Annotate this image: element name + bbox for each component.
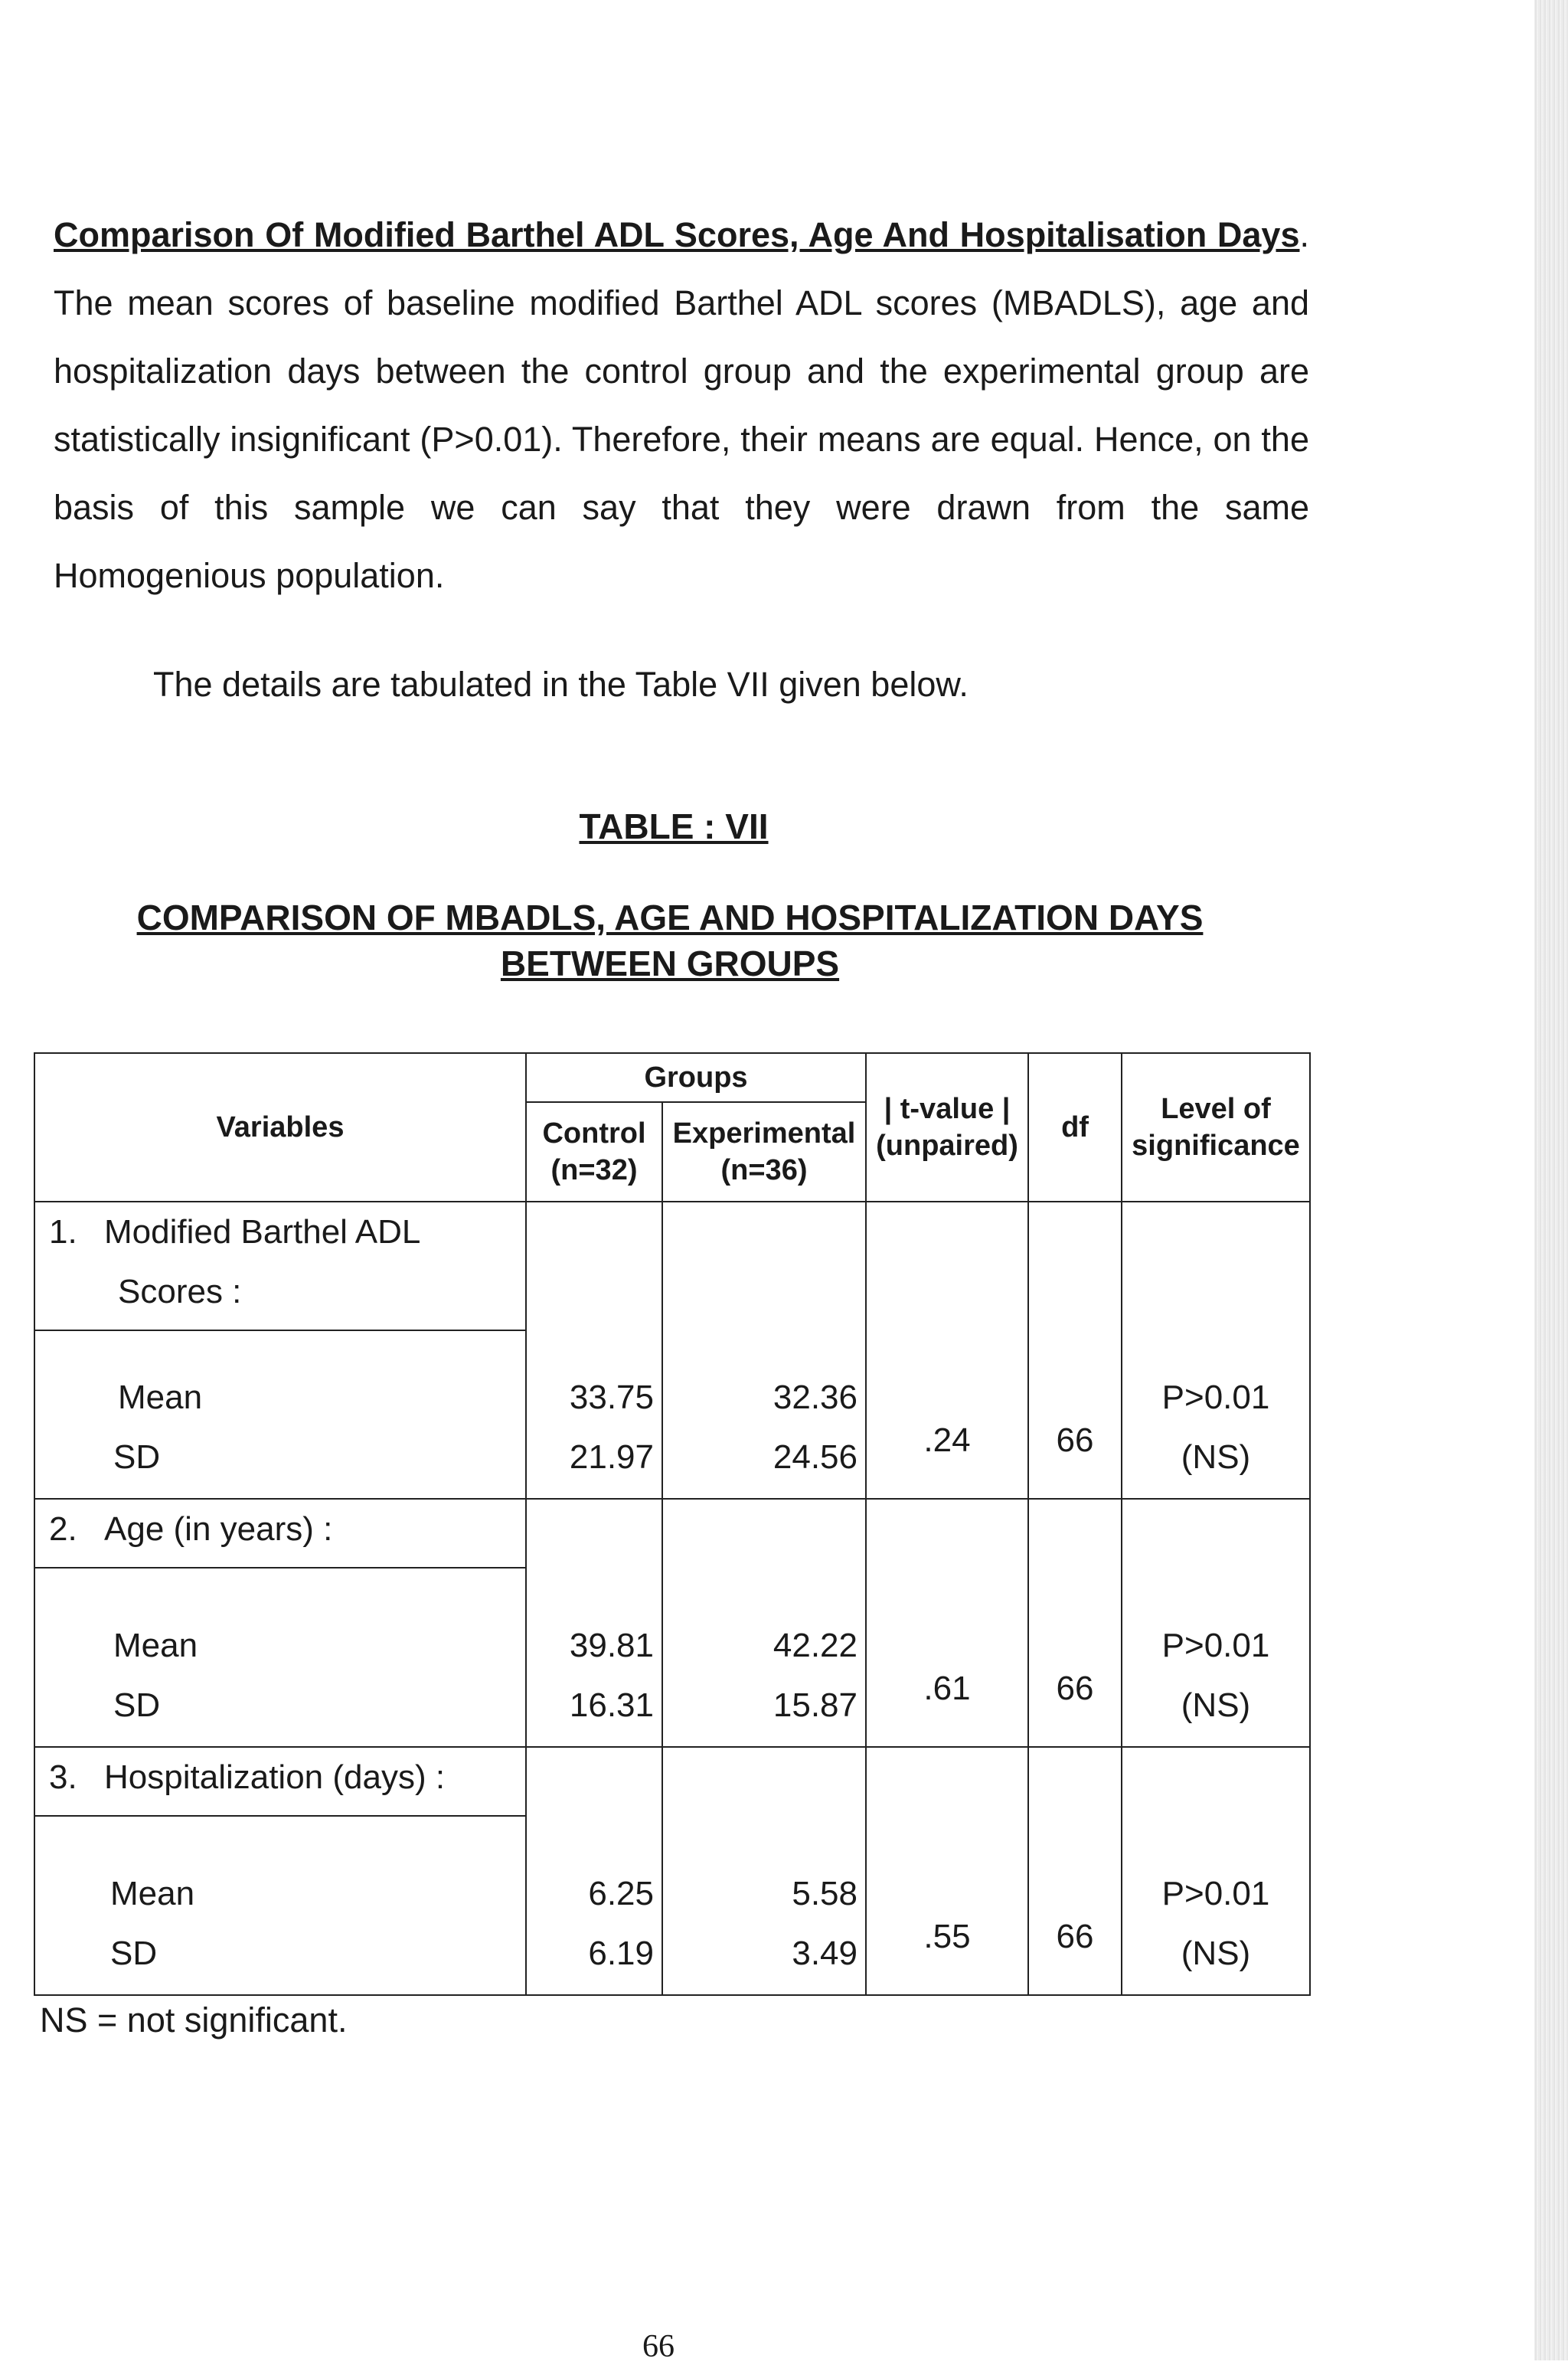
variable-3-sd-label: SD (110, 1935, 158, 1972)
experimental-3-mean: 5.58 (792, 1875, 858, 1912)
control-2-cell (526, 1499, 662, 1747)
experimental-2-mean: 42.22 (773, 1627, 858, 1664)
variable-3-stats-cell (34, 1816, 526, 1995)
header-row-1 (34, 1053, 1310, 1102)
variable-1-number: 1. (49, 1213, 77, 1251)
variable-2-sd-label: SD (113, 1686, 161, 1724)
experimental-2-sd: 15.87 (773, 1686, 858, 1724)
level-3-sub: (NS) (1181, 1935, 1251, 1972)
variable-1-title-line2: Scores : (118, 1273, 242, 1310)
header-experimental-label: Experimental (672, 1117, 856, 1150)
control-1-sd: 21.97 (569, 1438, 654, 1476)
df-1: 66 (1028, 1202, 1122, 1499)
page-number: 66 (642, 2329, 675, 2364)
variable-1-stats-cell (34, 1330, 526, 1499)
experimental-1-mean: 32.36 (773, 1379, 858, 1416)
variable-3-number: 3. (49, 1758, 77, 1796)
variable-2-mean-label: Mean (113, 1627, 198, 1664)
experimental-3-sd: 3.49 (792, 1935, 858, 1972)
header-level-sub: significance (1132, 1130, 1300, 1162)
header-df: df (1028, 1053, 1122, 1202)
df-3: 66 (1028, 1747, 1122, 1995)
comparison-table (34, 1052, 1311, 1996)
variable-3-title-cell (34, 1747, 526, 1816)
variable-2-title: Age (in years) : (104, 1510, 333, 1548)
control-2-sd: 16.31 (569, 1686, 654, 1724)
header-tvalue-label: | t-value | (884, 1093, 1011, 1125)
header-tvalue (866, 1053, 1028, 1202)
header-level-label: Level of (1161, 1093, 1271, 1125)
variable-1-title: Modified Barthel ADL (104, 1213, 421, 1251)
level-2: P>0.01 (1161, 1627, 1270, 1664)
footnote: NS = not significant. (40, 2000, 348, 2040)
heading-period: . (1299, 215, 1309, 254)
header-level (1122, 1053, 1310, 1202)
experimental-2-cell (662, 1499, 866, 1747)
header-experimental (662, 1102, 866, 1202)
level-2-sub: (NS) (1181, 1686, 1251, 1724)
df-2: 66 (1028, 1499, 1122, 1747)
variable-2-number: 2. (49, 1510, 77, 1548)
variable-2-title-cell (34, 1499, 526, 1568)
level-3: P>0.01 (1161, 1875, 1270, 1912)
level-2-cell (1122, 1499, 1310, 1747)
experimental-1-cell (662, 1202, 866, 1499)
experimental-3-cell (662, 1747, 866, 1995)
control-3-sd: 6.19 (588, 1935, 654, 1972)
control-1-cell (526, 1202, 662, 1499)
tvalue-3: .55 (866, 1747, 1028, 1995)
control-3-mean: 6.25 (588, 1875, 654, 1912)
table-title: COMPARISON OF MBADLS, AGE AND HOSPITALIZATION DAYS BETWEEN GROUPS (136, 898, 1204, 983)
header-control-n: (n=32) (550, 1154, 638, 1186)
level-1-sub: (NS) (1181, 1438, 1251, 1476)
control-1-mean: 33.75 (569, 1379, 654, 1416)
variable-1-sd-label: SD (113, 1438, 161, 1476)
variable-2-stats-cell (34, 1568, 526, 1747)
table-label: TABLE : VII (579, 806, 769, 846)
variable-3-title: Hospitalization (days) : (104, 1758, 446, 1796)
header-control-label: Control (542, 1117, 646, 1150)
level-3-cell (1122, 1747, 1310, 1995)
header-experimental-n: (n=36) (720, 1154, 808, 1186)
header-tvalue-sub: (unpaired) (876, 1130, 1018, 1162)
tvalue-1: .24 (866, 1202, 1028, 1499)
variable-1-mean-label: Mean (118, 1379, 203, 1416)
section-heading: Comparison Of Modified Barthel ADL Scores, Age And Hospitalisation Days (54, 215, 1300, 254)
experimental-1-sd: 24.56 (773, 1438, 858, 1476)
tvalue-2: .61 (866, 1499, 1028, 1747)
table-row-3-title (34, 1747, 1310, 1816)
table-row-1-title (34, 1202, 1310, 1330)
level-1-cell (1122, 1202, 1310, 1499)
variable-3-mean-label: Mean (110, 1875, 195, 1912)
scanned-page-edge (1534, 0, 1568, 2360)
intro-paragraph (54, 201, 1309, 610)
header-control (526, 1102, 662, 1202)
variable-1-title-cell (34, 1202, 526, 1330)
details-line: The details are tabulated in the Table VII given below. (153, 665, 969, 704)
control-2-mean: 39.81 (569, 1627, 654, 1664)
header-groups: Groups (526, 1053, 866, 1102)
table-row-2-title (34, 1499, 1310, 1568)
intro-body: The mean scores of baseline modified Barthel ADL scores (MBADLS), age and hospitalization days between the control group and the experimental group are statistically insignificant (P>0.01). Therefore, their means are equal. Hence, on the basis of this sample we can say that they were drawn from the same Homogenious population. (54, 283, 1309, 595)
level-1: P>0.01 (1161, 1379, 1270, 1416)
header-variables: Variables (34, 1053, 526, 1202)
control-3-cell (526, 1747, 662, 1995)
